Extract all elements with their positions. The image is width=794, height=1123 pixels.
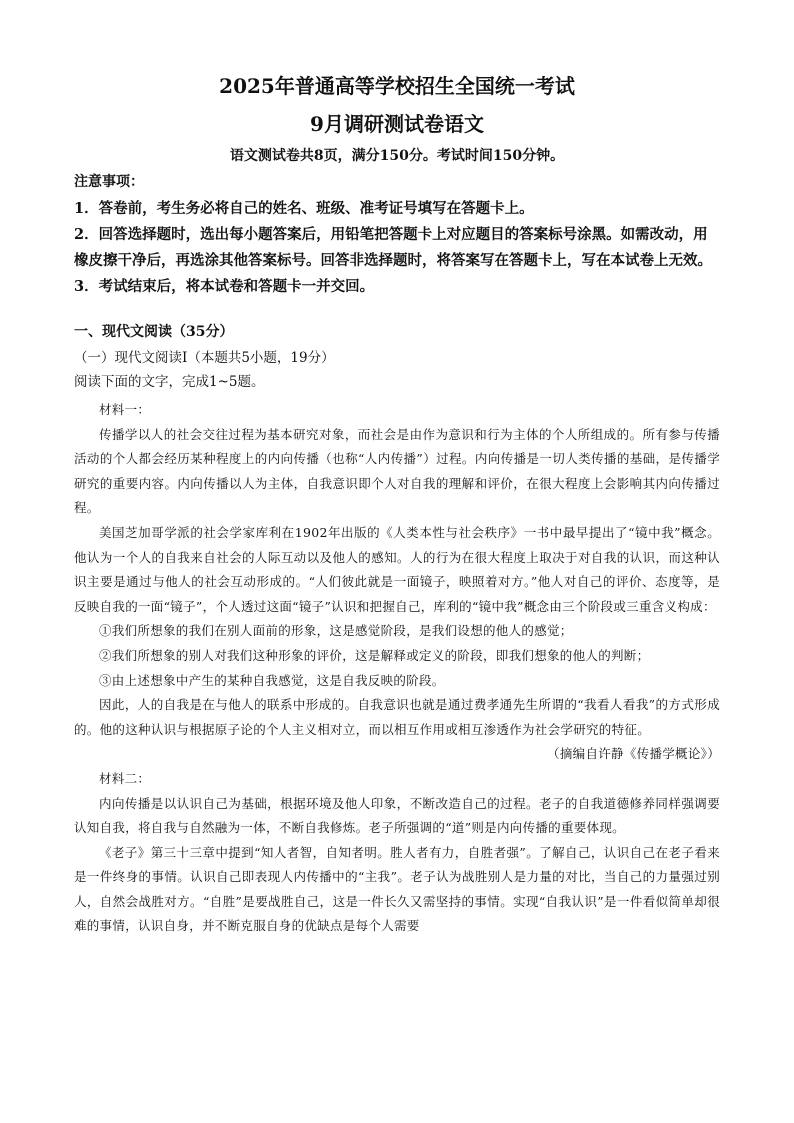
exam-title: 2025年普通高等学校招生全国统一考试 — [219, 74, 575, 98]
passage-paragraph: 内向传播是以认识自己为基础，根据环境及他人印象，不断改造自己的过程。老子的自我道德修养同样强调要认知自我，将自我与自然融为一体，不断自我修炼。老子所强调的“道”则是内向传播的重要体现。 — [74, 795, 720, 836]
section-title: 一、现代文阅读（35分） — [74, 324, 234, 340]
material-label: 材料一： — [99, 402, 151, 417]
passage-source: （摘编自许静《传播学概论》） — [547, 746, 720, 762]
notice-heading: 注意事项： — [74, 174, 144, 190]
passage-paragraph: 因此，人的自我是在与他人的联系中形成的。自我意识也就是通过费孝通先生所谓的“我看人看我”的方式形成的。他的这种认识与根据原子论的个人主义相对立，而以相互作用或相互渗透作为社会学研究的特征。 — [74, 697, 720, 737]
material-label: 材料二： — [99, 770, 151, 786]
passage-list-item: ③由上述想象中产生的某种自我感觉，这是自我反映的阶段。 — [99, 672, 445, 688]
exam-subtitle-title: 9月调研测试卷语文 — [310, 112, 484, 136]
exam-info: 语文测试卷共8页，满分150分。考试时间150分钟。 — [229, 148, 565, 164]
notice-list — [74, 196, 720, 300]
section-subtitle: （一）现代文阅读Ⅰ（本题共5小题，19分） — [74, 350, 335, 366]
notice-item: 2．回答选择题时，选出每小题答案后，用铅笔把答题卡上对应题目的答案标号涂黑。如需改动，用橡皮擦干净后，再选涂其他答案标号。回答非选择题时，将答案写在答题卡上，写在本试卷上无效。 — [74, 226, 712, 269]
passage-paragraph: 传播学以人的社会交往过程为基本研究对象，而社会是由作为意识和行为主体的个人所组成的。所有参与传播活动的个人都会经历某种程度上的内向传播（也称“人内传播”）过程。内向传播是一切人类传播的基础，是传播学研究的重要内容。内向传播以人为主体，自我意识即个人对自我的理解和评价，在很大程度上会影响其内向传播过程。 — [74, 426, 720, 516]
notice-item: 1．答卷前，考生务必将自己的姓名、班级、准考证号填写在答题卡上。 — [74, 200, 534, 217]
passage-list-item: ①我们所想象的我们在别人面前的形象，这是感觉阶段，是我们设想的他人的感觉； — [99, 623, 573, 639]
section-instruction: 阅读下面的文字，完成1~5题。 — [74, 374, 265, 390]
passage-list-item: ②我们所想象的别人对我们这种形象的评价，这是解释或定义的阶段，即我们想象的他人的判断； — [99, 647, 650, 663]
passage-paragraph: 美国芝加哥学派的社会学家库利在1902年出版的《人类本性与社会秩序》一书中最早提出了“镜中我”概念。他认为一个人的自我来自社会的人际互动以及他人的感知。人的行为在很大程度上取决于对自我的认识，而这种认识主要是通过与他人的社会互动形成的。“人们彼此就是一面镜子，映照着对方。”他人对自己的评价、态度等，是反映自我的一面“镜子”，个人透过这面“镜子”认识和把握自己，库利的“镜中我”概念由三个阶段或三重含义构成： — [74, 524, 720, 614]
notice-item: 3．考试结束后，将本试卷和答题卡一并交回。 — [74, 278, 375, 295]
passage-paragraph: 《老子》第三十三章中提到“知人者智，自知者明。胜人者有力，自胜者强”。了解自己，认识自己在老子看来是一件终身的事情。认识自己即表现人内传播中的“主我”。老子认为战胜别人是力量的对比，当自己的力量强过别人，自然会战胜对方。“自胜”是要战胜自己，这是一件长久又需坚持的事情。实现“自我认识”是一件看似简单却很难的事情，认识自身，并不断克服自身的优缺点是每个人需要 — [74, 844, 720, 934]
reading-passage — [74, 398, 720, 939]
